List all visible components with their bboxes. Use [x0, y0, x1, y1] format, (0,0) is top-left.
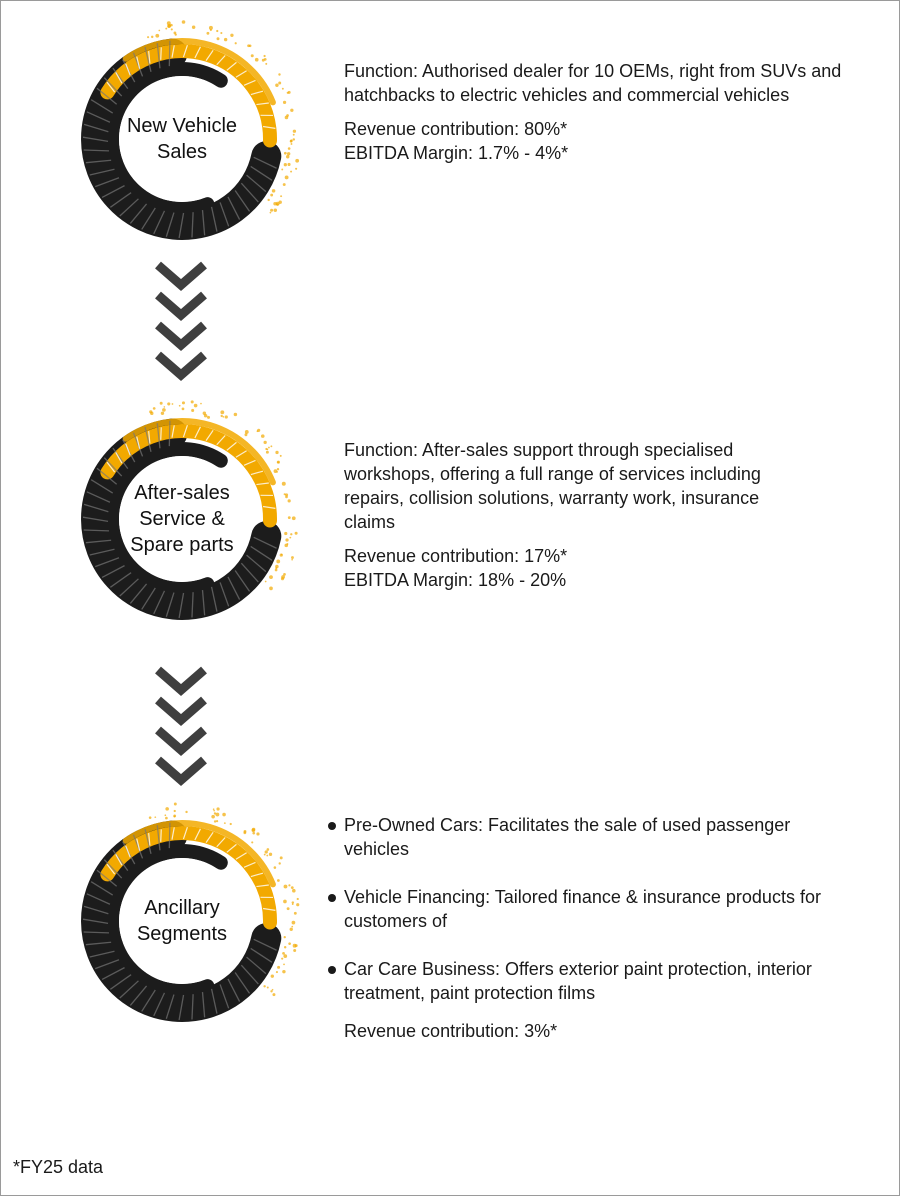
flow-arrows-1 [154, 261, 208, 387]
revenue-text: Revenue contribution: 3%* [344, 1021, 558, 1041]
chevron-down-icon [158, 670, 204, 690]
chevron-down-icon [158, 295, 204, 315]
segment-title-after-sales: After-sales Service & Spare parts [130, 482, 234, 556]
tire-ring-new-vehicle [62, 19, 302, 259]
function-text: Function: After-sales support through specialised workshops, offering a full range of services including repairs, collision solutions, warranty work, insurance claims [344, 440, 761, 532]
tire-ring-ancillary [62, 801, 302, 1041]
segment-info-new-vehicle [344, 59, 864, 165]
chevron-down-icon [158, 700, 204, 720]
chevron-down-icon [158, 265, 204, 285]
footnote: *FY25 data [13, 1157, 104, 1177]
bullet-pre-owned: Pre-Owned Cars: Facilitates the sale of used passenger vehicles [327, 813, 847, 861]
revenue-text: Revenue contribution: 17%* [344, 546, 568, 566]
segment-info-after-sales [344, 438, 814, 592]
chevron-down-icon [158, 730, 204, 750]
bullet-financing: Vehicle Financing: Tailored finance & insurance products for customers of [327, 885, 847, 933]
chevron-down-icon [158, 325, 204, 345]
ancillary-bullet-list [327, 813, 847, 1043]
segment-title-new-vehicle: New Vehicle Sales [126, 115, 238, 163]
revenue-text: Revenue contribution: 80%* [344, 119, 568, 139]
chevron-down-icon [158, 760, 204, 780]
ebitda-text: EBITDA Margin: 18% - 20% [344, 570, 567, 590]
bullet-car-care: Car Care Business: Offers exterior paint protection, interior treatment, paint protection films [327, 957, 847, 1005]
ebitda-text: EBITDA Margin: 1.7% - 4%* [344, 143, 569, 163]
flow-arrows-2 [154, 666, 208, 792]
chevron-down-icon [158, 355, 204, 375]
function-text: Function: Authorised dealer for 10 OEMs, right from SUVs and hatchbacks to electric vehicles and commercial vehicles [344, 61, 842, 105]
tire-ring-after-sales [62, 399, 302, 639]
segment-title-ancillary: Ancillary Segments [136, 897, 228, 945]
